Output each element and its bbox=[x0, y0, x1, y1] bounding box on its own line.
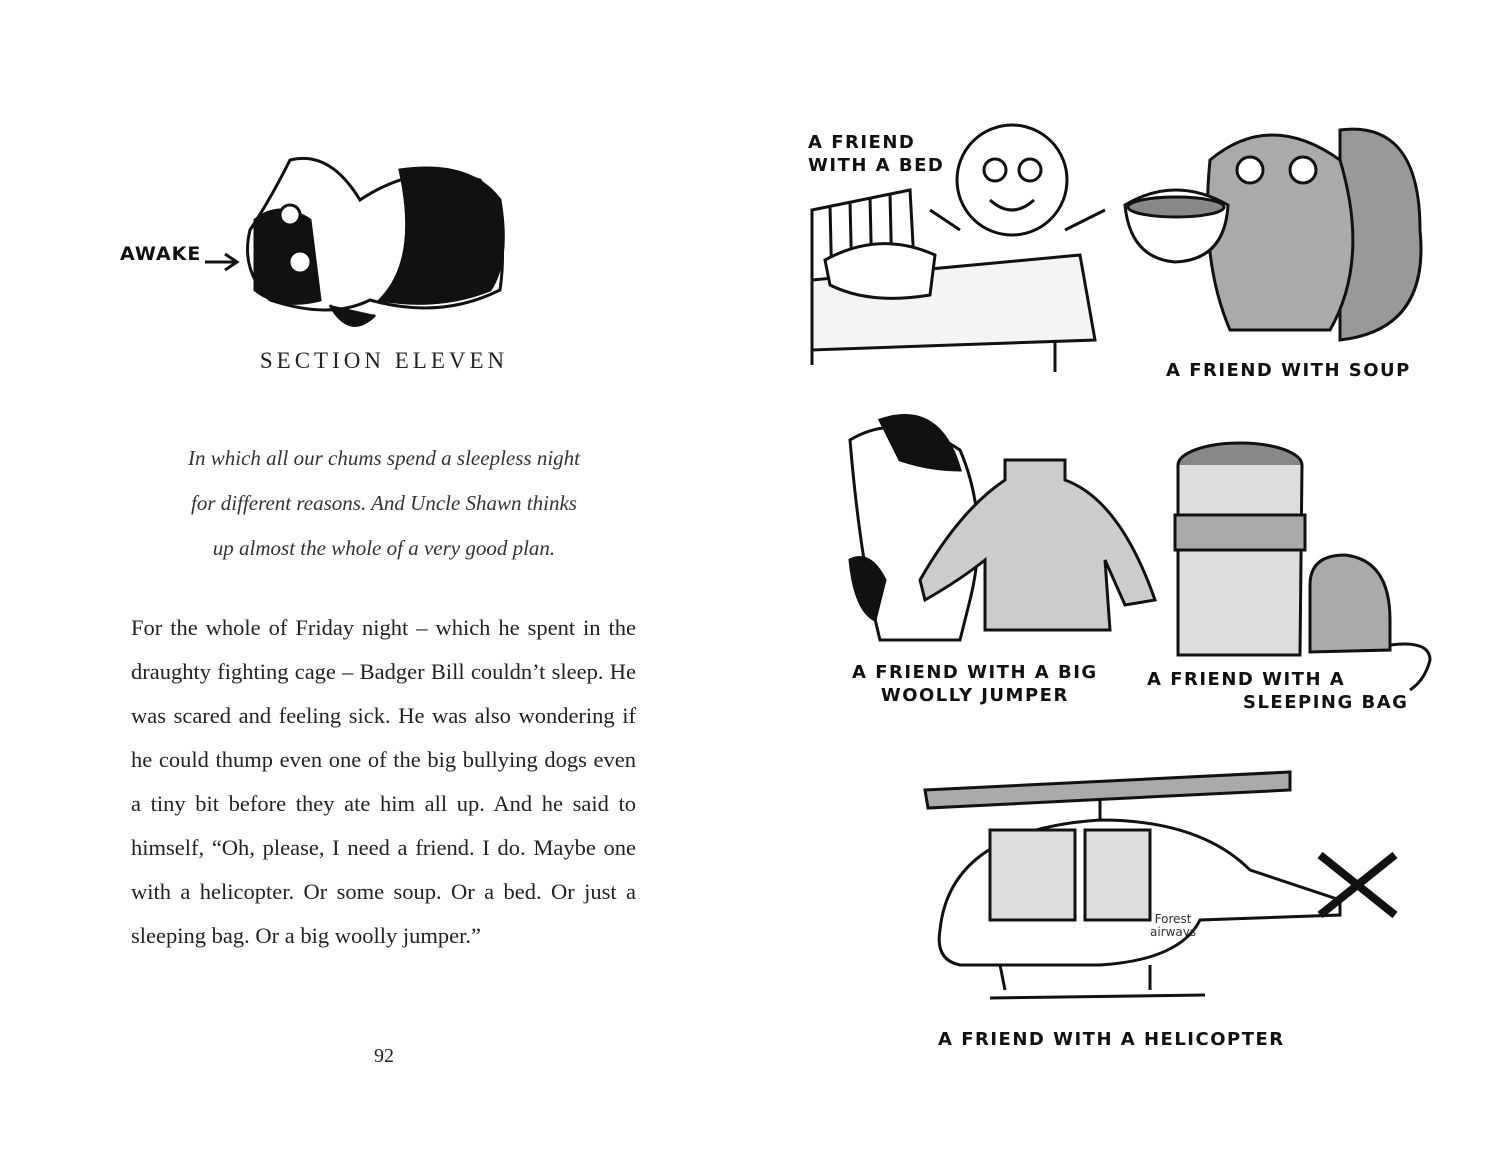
awake-label: AWAKE bbox=[120, 243, 202, 265]
logo-line: airways bbox=[1150, 925, 1197, 939]
caption-sleeping-bag bbox=[1147, 668, 1408, 714]
section-subtitle bbox=[134, 436, 634, 571]
caption-bed bbox=[808, 131, 944, 177]
caption-soup: A FRIEND WITH SOUP bbox=[1166, 360, 1411, 381]
caption-line: WITH A BED bbox=[808, 155, 945, 176]
caption-line: WOOLLY JUMPER bbox=[880, 685, 1069, 706]
helicopter-logo bbox=[1150, 913, 1196, 939]
section-title: SECTION ELEVEN bbox=[259, 348, 509, 373]
logo-line: Forest bbox=[1154, 912, 1192, 926]
subtitle-line: for different reasons. And Uncle Shawn thinks bbox=[191, 491, 577, 515]
subtitle-line: up almost the whole of a very good plan. bbox=[212, 536, 556, 560]
caption-line: A FRIEND WITH A bbox=[1147, 669, 1346, 690]
subtitle-line: In which all our chums spend a sleepless night bbox=[188, 446, 580, 470]
caption-helicopter: A FRIEND WITH A HELICOPTER bbox=[938, 1029, 1285, 1050]
caption-line: A FRIEND WITH A BIG bbox=[852, 662, 1098, 683]
jumper-rabbit-illustration bbox=[850, 416, 1155, 640]
caption-line: SLEEPING BAG bbox=[1243, 692, 1409, 713]
soup-squirrel-illustration bbox=[1125, 129, 1421, 340]
body-paragraph: For the whole of Friday night – which he spent in the draughty fighting cage – Badger Bill couldn’t sleep. He was scared and feeling sick. He was also wondering if he could thump even one of the big bullying dogs even a tiny bit before they ate him all up. And he said to himself, “Oh, please, I need a friend. I do. Maybe one with a helicopter. Or some soup. Or a bed. Or just a sleeping bag. Or a big woolly jumper.” bbox=[131, 615, 636, 948]
badger-illustration bbox=[205, 158, 503, 325]
helicopter-illustration bbox=[925, 772, 1395, 998]
page-number: 92 bbox=[374, 1045, 394, 1067]
caption-jumper bbox=[852, 661, 1098, 707]
sleeping-bag-illustration bbox=[1175, 443, 1430, 690]
caption-line: A FRIEND bbox=[808, 132, 916, 153]
